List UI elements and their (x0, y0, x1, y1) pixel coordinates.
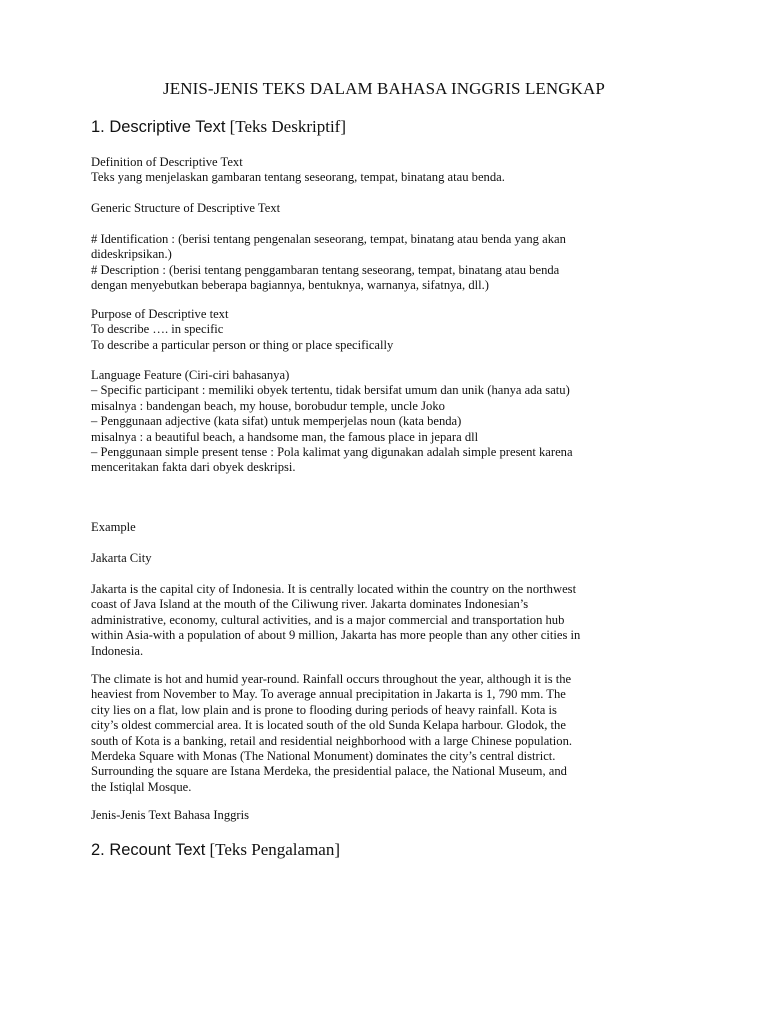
language-feature-line-2: misalnya : bandengan beach, my house, borobudur temple, uncle Joko (91, 398, 445, 413)
paragraph-1-line-2: coast of Java Island at the mouth of the Ciliwung river. Jakarta dominates Indonesian’s (91, 597, 529, 612)
definition-heading: Definition of Descriptive Text (91, 155, 243, 169)
example-title-block (91, 551, 691, 566)
language-feature-line-1: – Specific participant : memiliki obyek tertentu, tidak bersifat umum dan unik (hanya ada satu) (91, 383, 570, 398)
example-paragraph-2 (91, 672, 691, 795)
paragraph-2-line-3: city lies on a flat, low plain and is prone to flooding during periods of heavy rainfall. Kota is (91, 702, 557, 717)
paragraph-2-line-4: city’s oldest commercial area. It is located south of the old Sunda Kelapa harbour. Glodok, the (91, 718, 566, 733)
section-2-bracket: [Teks Pengalaman] (209, 840, 340, 859)
purpose-line-1: To describe …. in specific (91, 322, 224, 337)
language-feature-line-3: – Penggunaan adjective (kata sifat) untuk memperjelas noun (kata benda) (91, 414, 462, 429)
identification-line-1: # Identification : (berisi tentang pengenalan seseorang, tempat, binatang atau benda yang akan (91, 232, 566, 246)
footer-note: Jenis-Jenis Text Bahasa Inggris (91, 808, 250, 822)
section-1-heading (91, 117, 346, 137)
example-title: Jakarta City (91, 551, 152, 565)
language-feature-block (91, 368, 691, 476)
paragraph-1-line-1: Jakarta is the capital city of Indonesia. It is centrally located within the country on the northwest (91, 582, 577, 596)
purpose-heading: Purpose of Descriptive text (91, 307, 229, 321)
section-2-heading (91, 840, 340, 860)
language-feature-line-5: – Penggunaan simple present tense : Pola kalimat yang digunakan adalah simple present karena (91, 445, 573, 460)
definition-block (91, 155, 691, 186)
paragraph-2-line-6: Merdeka Square with Monas (The National Monument) dominates the city’s central district. (91, 749, 556, 764)
paragraph-2-line-5: south of Kota is a banking, retail and residential neighborhood with a large Chinese population. (91, 733, 573, 748)
language-feature-heading: Language Feature (Ciri-ciri bahasanya) (91, 368, 290, 382)
paragraph-1-line-5: Indonesia. (91, 643, 144, 658)
paragraph-2-line-8: the Istiqlal Mosque. (91, 779, 192, 794)
section-2-number-title: 2. Recount Text (91, 841, 206, 859)
generic-structure-items (91, 232, 691, 294)
description-line-1: # Description : (berisi tentang penggambaran tentang seseorang, tempat, binatang atau benda (91, 262, 560, 277)
paragraph-2-line-1: The climate is hot and humid year-round. Rainfall occurs throughout the year, although it is the (91, 672, 572, 686)
paragraph-2-line-7: Surrounding the square are Istana Merdeka, the presidential palace, the National Museum, and (91, 764, 567, 779)
section-1-bracket: [Teks Deskriptif] (229, 117, 346, 136)
generic-structure-heading: Generic Structure of Descriptive Text (91, 201, 281, 215)
example-label-block (91, 520, 691, 535)
language-feature-line-6: menceritakan fakta dari obyek deskripsi. (91, 460, 296, 475)
footer-note-block (91, 808, 691, 823)
paragraph-1-line-3: administrative, economy, cultural activities, and is a major commercial and transportation hub (91, 612, 565, 627)
purpose-block (91, 307, 691, 353)
paragraph-2-line-2: heaviest from November to May. To average annual precipitation in Jakarta is 1, 790 mm. The (91, 687, 566, 702)
definition-text: Teks yang menjelaskan gambaran tentang seseorang, tempat, binatang atau benda. (91, 170, 505, 185)
language-feature-line-4: misalnya : a beautiful beach, a handsome man, the famous place in jepara dll (91, 429, 479, 444)
paragraph-1-line-4: within Asia-with a population of about 9 million, Jakarta has more people than any other cities in (91, 628, 581, 643)
generic-structure-heading-block (91, 201, 691, 216)
example-paragraph-1 (91, 582, 691, 659)
purpose-line-2: To describe a particular person or thing or place specifically (91, 337, 394, 352)
description-line-2: dengan menyebutkan beberapa bagiannya, bentuknya, warnanya, sifatnya, dll.) (91, 278, 489, 293)
example-label: Example (91, 520, 136, 534)
section-1-number-title: 1. Descriptive Text (91, 118, 226, 136)
document-title: JENIS-JENIS TEKS DALAM BAHASA INGGRIS LENGKAP (163, 79, 605, 98)
identification-line-2: dideskripsikan.) (91, 247, 172, 262)
